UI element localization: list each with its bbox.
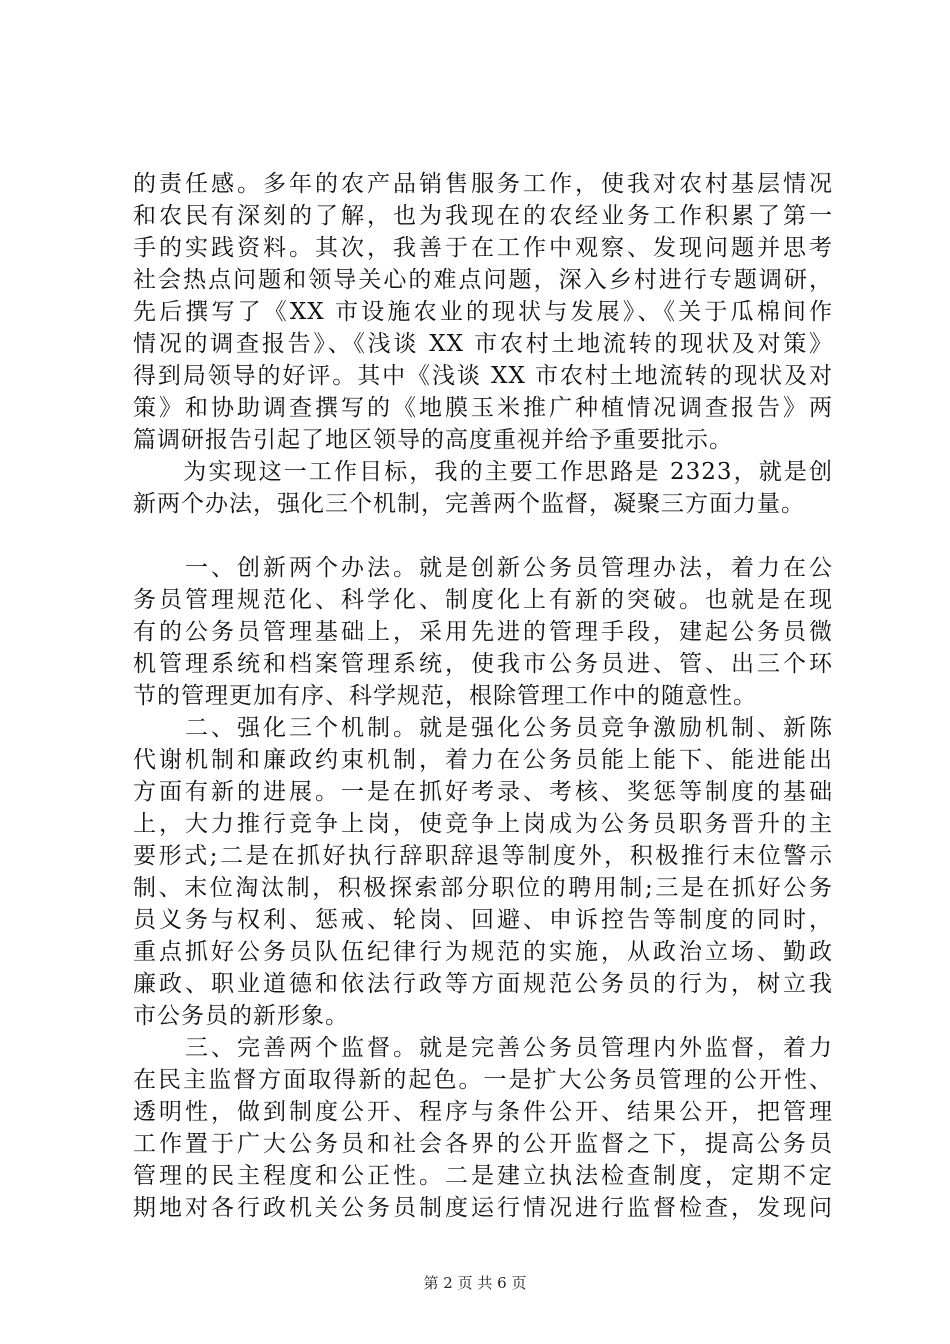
text-line: 务员管理规范化、科学化、制度化上有新的突破。也就是在现 <box>133 587 833 613</box>
text-line: 篇调研报告引起了地区领导的高度重视并给予重要批示。 <box>133 427 733 453</box>
text-line: 新两个办法，强化三个机制，完善两个监督，凝聚三方面力量。 <box>133 491 805 517</box>
text-line: 和农民有深刻的了解，也为我现在的农经业务工作积累了第一 <box>133 203 833 229</box>
blank-line <box>133 520 833 552</box>
text-line: 情况的调查报告》、《浅谈 XX 市农村土地流转的现状及对策》 <box>133 331 833 357</box>
text-line: 市公务员的新形象。 <box>133 1003 349 1029</box>
text-line: 管理的民主程度和公正性。二是建立执法检查制度，定期不定 <box>133 1163 833 1189</box>
text-line: 代谢机制和廉政约束机制，着力在公务员能上能下、能进能出 <box>133 747 833 773</box>
text-line: 三、完善两个监督。就是完善公务员管理内外监督，着力 <box>133 1035 833 1061</box>
text-line: 为实现这一工作目标，我的主要工作思路是 2323，就是创 <box>133 459 833 485</box>
text-line: 方面有新的进展。一是在抓好考录、考核、奖惩等制度的基础 <box>133 779 833 805</box>
text-line: 的责任感。多年的农产品销售服务工作，使我对农村基层情况 <box>133 171 833 197</box>
text-line: 策》和协助调查撰写的《地膜玉米推广种植情况调查报告》两 <box>133 395 833 421</box>
text-line: 期地对各行政机关公务员制度运行情况进行监督检查，发现问 <box>133 1195 833 1221</box>
text-line: 工作置于广大公务员和社会各界的公开监督之下，提高公务员 <box>133 1131 833 1157</box>
text-line: 廉政、职业道德和依法行政等方面规范公务员的行为，树立我 <box>133 971 833 997</box>
text-line: 制、末位淘汰制，积极探索部分职位的聘用制;三是在抓好公务 <box>133 875 833 901</box>
text-line: 重点抓好公务员队伍纪律行为规范的实施，从政治立场、勤政 <box>133 939 833 965</box>
text-line: 要形式;二是在抓好执行辞职辞退等制度外，积极推行末位警示 <box>133 843 833 869</box>
text-line: 得到局领导的好评。其中《浅谈 XX 市农村土地流转的现状及对 <box>133 363 833 389</box>
text-line: 机管理系统和档案管理系统，使我市公务员进、管、出三个环 <box>133 651 833 677</box>
text-line: 员义务与权利、惩戒、轮岗、回避、申诉控告等制度的同时， <box>133 907 833 933</box>
text-line: 上，大力推行竞争上岗，使竞争上岗成为公务员职务晋升的主 <box>133 811 833 837</box>
text-line: 一、创新两个办法。就是创新公务员管理办法，着力在公 <box>133 555 833 581</box>
text-line: 先后撰写了《XX 市设施农业的现状与发展》、《关于瓜棉间作 <box>133 299 833 325</box>
text-line: 有的公务员管理基础上，采用先进的管理手段，建起公务员微 <box>133 619 833 645</box>
page-number-footer: 第 2 页 共 6 页 <box>423 1274 527 1292</box>
text-line: 在民主监督方面取得新的起色。一是扩大公务员管理的公开性、 <box>133 1067 833 1093</box>
text-line: 社会热点问题和领导关心的难点问题，深入乡村进行专题调研， <box>133 267 833 293</box>
text-line: 透明性，做到制度公开、程序与条件公开、结果公开，把管理 <box>133 1099 833 1125</box>
text-line: 二、强化三个机制。就是强化公务员竞争激励机制、新陈 <box>133 715 833 741</box>
document-body <box>133 168 833 1224</box>
text-line: 手的实践资料。其次，我善于在工作中观察、发现问题并思考 <box>133 235 833 261</box>
text-line: 节的管理更加有序、科学规范，根除管理工作中的随意性。 <box>133 683 757 709</box>
